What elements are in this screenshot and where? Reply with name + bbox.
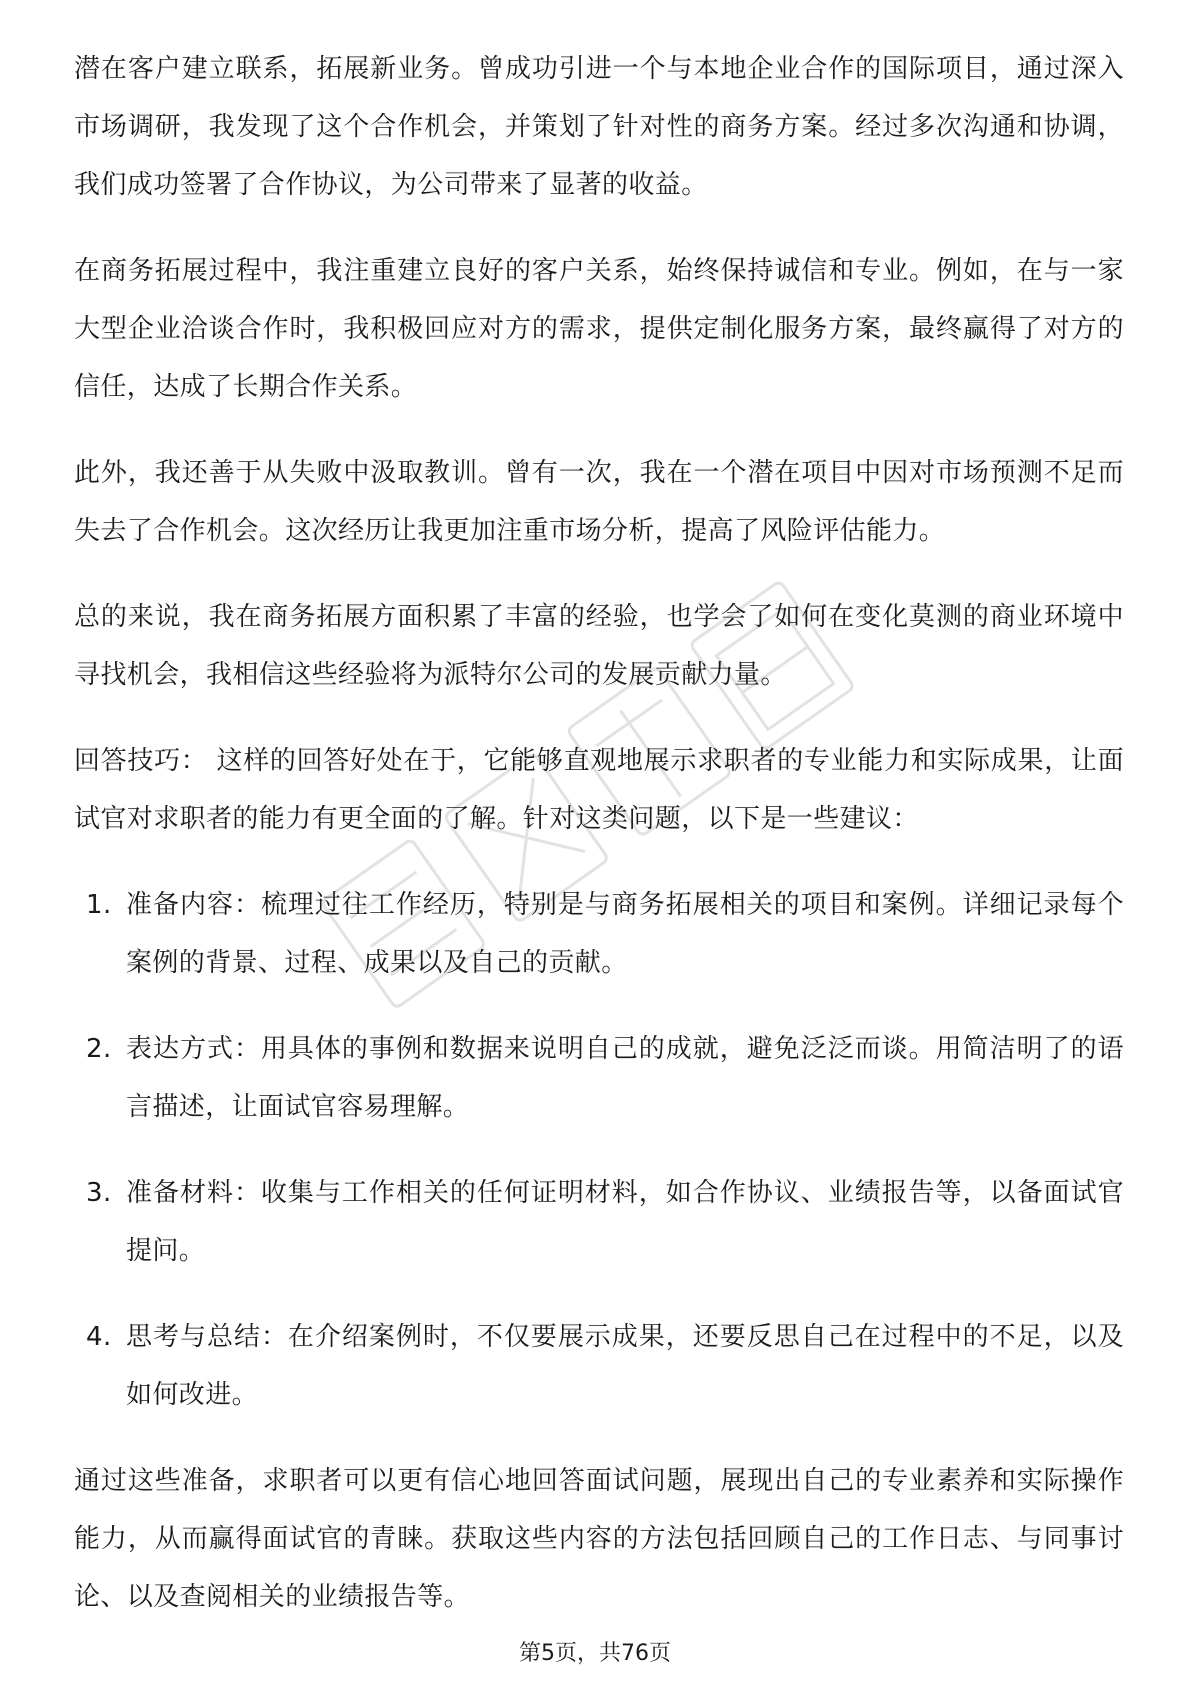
paragraph: 在商务拓展过程中，我注重建立良好的客户关系，始终保持诚信和专业。例如，在与一家大型企业洽谈合作时，我积极回应对方的需求，提供定制化服务方案，最终赢得了对方的信任，达成了长期合作关系。 xyxy=(74,256,1124,402)
list-item-text: 表达方式：用具体的事例和数据来说明自己的成就，避免泛泛而谈。用简洁明了的语言描述，让面试官容易理解。 xyxy=(126,1034,1124,1122)
paragraph: 潜在客户建立联系，拓展新业务。曾成功引进一个与本地企业合作的国际项目，通过深入市场调研，我发现了这个合作机会，并策划了针对性的商务方案。经过多次沟通和协调，我们成功签署了合作协议，为公司带来了显著的收益。 xyxy=(74,54,1124,200)
list-item xyxy=(74,1308,1124,1424)
paragraph: 总的来说，我在商务拓展方面积累了丰富的经验，也学会了如何在变化莫测的商业环境中寻找机会，我相信这些经验将为派特尔公司的发展贡献力量。 xyxy=(74,602,1124,690)
list-item xyxy=(74,1020,1124,1136)
list-number: 3. xyxy=(86,1178,112,1208)
tips-list xyxy=(74,876,1124,1424)
list-number: 4. xyxy=(86,1322,112,1352)
list-item xyxy=(74,876,1124,992)
page-number: 第5页，共76页 xyxy=(519,1641,671,1666)
list-item-text: 思考与总结：在介绍案例时，不仅要展示成果，还要反思自己在过程中的不足，以及如何改进。 xyxy=(126,1322,1124,1410)
list-item-text: 准备内容：梳理过往工作经历，特别是与商务拓展相关的项目和案例。详细记录每个案例的背景、过程、成果以及自己的贡献。 xyxy=(126,890,1124,978)
closing-paragraph: 通过这些准备，求职者可以更有信心地回答面试问题，展现出自己的专业素养和实际操作能力，从而赢得面试官的青睐。获取这些内容的方法包括回顾自己的工作日志、与同事讨论、以及查阅相关的业绩报告等。 xyxy=(74,1466,1124,1612)
list-number: 1. xyxy=(86,890,112,920)
answer-tips-intro: 回答技巧： 这样的回答好处在于，它能够直观地展示求职者的专业能力和实际成果，让面试官对求职者的能力有更全面的了解。针对这类问题，以下是一些建议： xyxy=(74,746,1124,834)
list-number: 2. xyxy=(86,1034,112,1064)
list-item-text: 准备材料：收集与工作相关的任何证明材料，如合作协议、业绩报告等，以备面试官提问。 xyxy=(126,1178,1124,1266)
list-item xyxy=(74,1164,1124,1280)
document-body xyxy=(74,40,1124,1654)
paragraph: 此外，我还善于从失败中汲取教训。曾有一次，我在一个潜在项目中因对市场预测不足而失去了合作机会。这次经历让我更加注重市场分析，提高了风险评估能力。 xyxy=(74,458,1124,546)
